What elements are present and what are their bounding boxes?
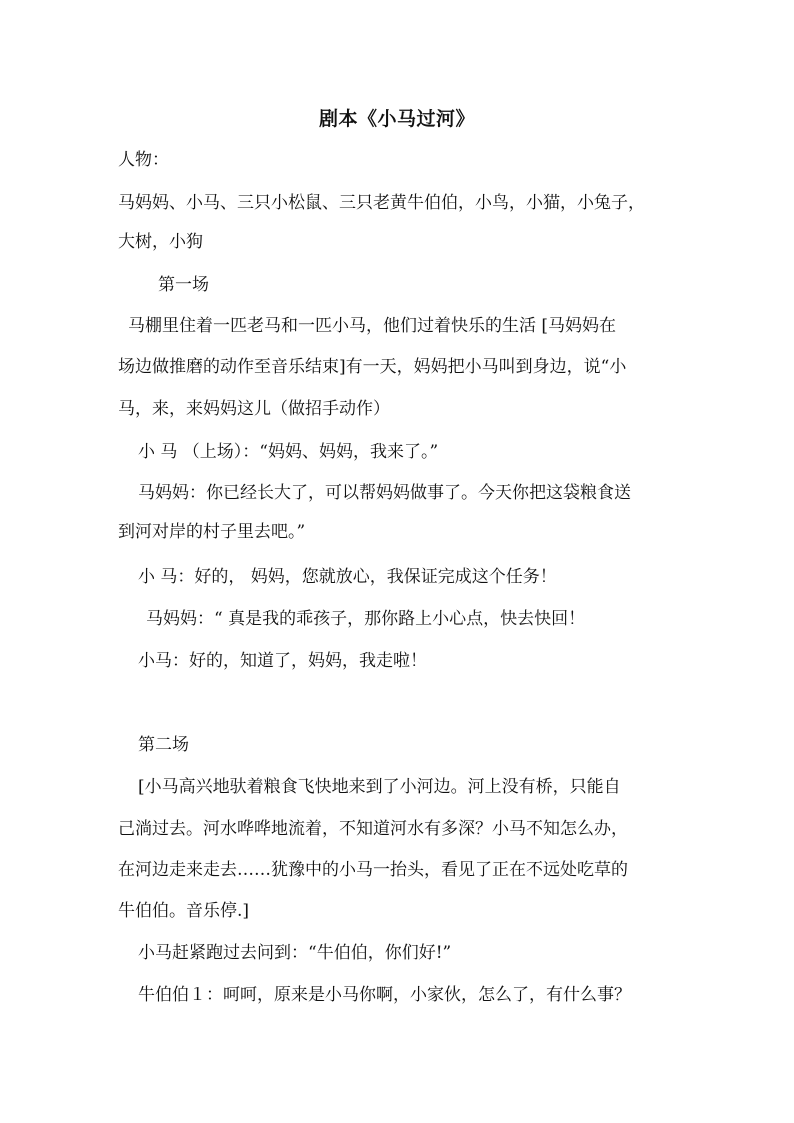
characters-list-line-2: 大树，小狗 bbox=[118, 232, 203, 252]
scene-two-paragraph-line-1: [小马高兴地驮着粮食飞快地来到了小河边。河上没有桥，只能自 bbox=[138, 777, 621, 797]
dialogue-line: 小 马：好的， 妈妈，您就放心，我保证完成这个任务！ bbox=[138, 567, 557, 587]
characters-list-line-1: 马妈妈、小马、三只小松鼠、三只老黄牛伯伯，小鸟，小猫，小兔子， bbox=[118, 193, 645, 213]
dialogue-line: 马妈妈：“ 真是我的乖孩子，那你路上小心点，快去快回！ bbox=[146, 609, 586, 629]
dialogue-line: 小 马 （上场）：“妈妈、妈妈，我来了。” bbox=[138, 442, 439, 462]
dialogue-line: 马妈妈：你已经长大了，可以帮妈妈做事了。今天你把这袋粮食送 bbox=[138, 483, 631, 503]
characters-heading: 人物： bbox=[118, 150, 169, 170]
dialogue-line: 到河对岸的村子里去吧。” bbox=[118, 522, 306, 542]
scene-one-paragraph-line-1: 马棚里住着一匹老马和一匹小马，他们过着快乐的生活 [马妈妈在 bbox=[128, 316, 617, 336]
dialogue-line: 小马：好的，知道了，妈妈，我走啦！ bbox=[138, 651, 427, 671]
scene-two-heading: 第二场 bbox=[138, 735, 189, 755]
dialogue-line: 牛伯伯１：呵呵，原来是小马你啊，小家伙，怎么了，有什么事？ bbox=[138, 985, 631, 1005]
scene-two-paragraph-line-4: 牛伯伯。音乐停.] bbox=[118, 901, 250, 921]
scene-one-heading: 第一场 bbox=[158, 275, 209, 295]
dialogue-line: 小马赶紧跑过去问到：“牛伯伯，你们好!” bbox=[138, 943, 452, 963]
scene-one-paragraph-line-2: 场边做推磨的动作至音乐结束]有一天，妈妈把小马叫到身边，说“小 bbox=[118, 357, 627, 377]
document-title: 剧本《小马过河》 bbox=[318, 108, 475, 130]
scene-one-paragraph-line-3: 马，来，来妈妈这儿（做招手动作） bbox=[118, 399, 390, 419]
scene-two-paragraph-line-3: 在河边走来走去……犹豫中的小马一抬头，看见了正在不远处吃草的 bbox=[118, 860, 628, 880]
scene-two-paragraph-line-2: 己淌过去。河水哗哗地流着，不知道河水有多深？小马不知怎么办， bbox=[118, 819, 628, 839]
